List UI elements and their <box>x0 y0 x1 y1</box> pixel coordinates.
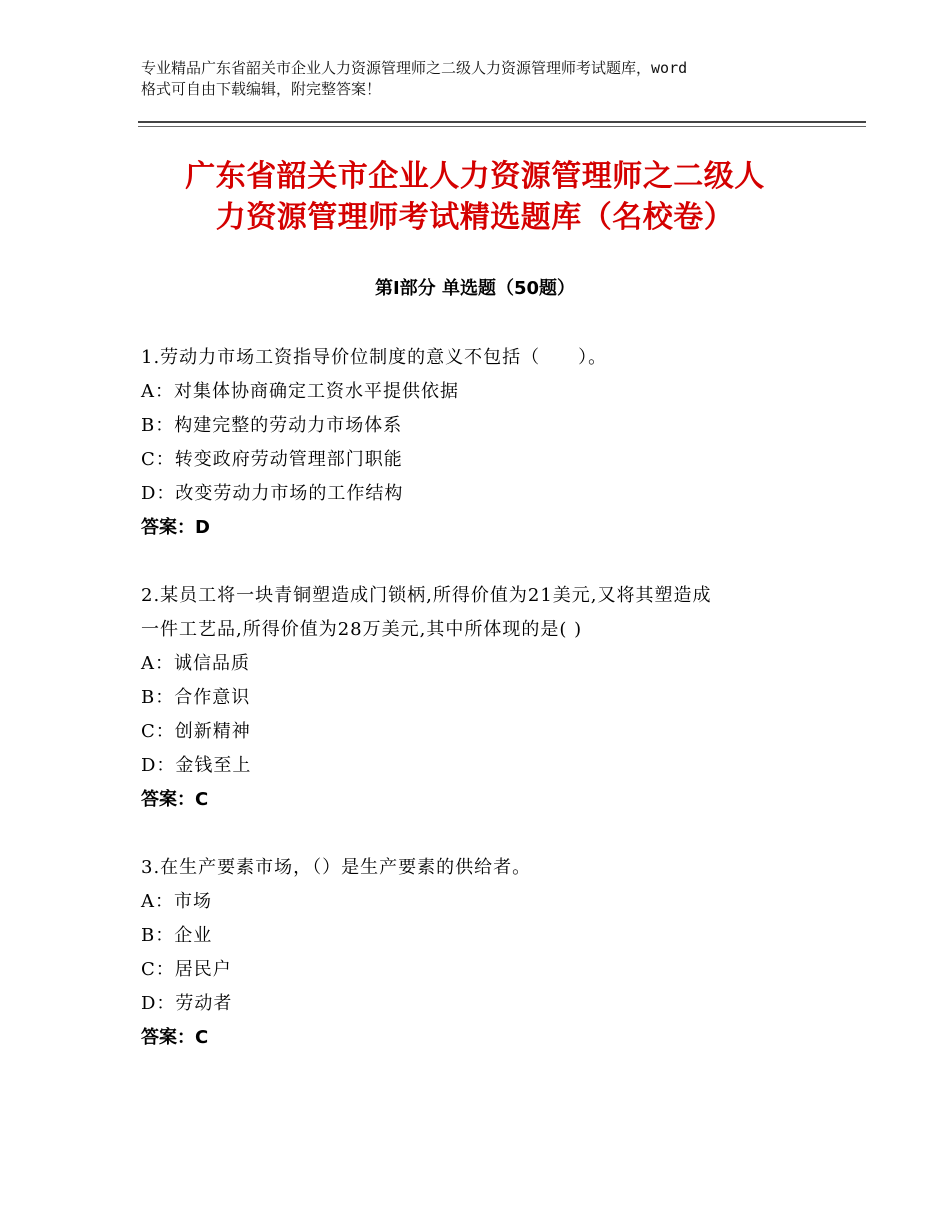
option-c: C：居民户 <box>141 959 232 980</box>
option-b: B：企业 <box>141 925 213 946</box>
answer: 答案：D <box>141 517 210 538</box>
header-divider-thin <box>138 126 866 127</box>
section-heading: 第Ⅰ部分 单选题（50题） <box>374 278 575 299</box>
option-c: C：转变政府劳动管理部门职能 <box>141 449 403 470</box>
option-d: D：劳动者 <box>141 993 233 1014</box>
option-a: A：对集体协商确定工资水平提供依据 <box>141 381 459 402</box>
question-1 <box>141 341 821 545</box>
option-b: B：构建完整的劳动力市场体系 <box>141 415 403 436</box>
question-3 <box>141 851 821 1055</box>
question-text-line-1: 2.某员工将一块青铜塑造成门锁柄,所得价值为21美元,又将其塑造成 <box>141 585 712 606</box>
question-text: 3.在生产要素市场，（）是生产要素的供给者。 <box>141 857 532 878</box>
question-text: 1.劳动力市场工资指导价位制度的意义不包括（ ）。 <box>141 347 608 368</box>
option-a: A：市场 <box>141 891 212 912</box>
question-list <box>141 341 821 1089</box>
option-a: A：诚信品质 <box>141 653 250 674</box>
option-c: C：创新精神 <box>141 721 251 742</box>
header-divider <box>138 121 866 123</box>
document-title-line-1: 广东省韶关市企业人力资源管理师之二级人 <box>185 159 765 194</box>
header-note <box>141 58 831 100</box>
question-text-line-2: 一件工艺品,所得价值为28万美元,其中所体现的是( ) <box>141 619 583 640</box>
header-note-line-1: 专业精品广东省韶关市企业人力资源管理师之二级人力资源管理师考试题库，word <box>141 59 688 77</box>
answer: 答案：C <box>141 789 209 810</box>
document-title <box>130 156 820 238</box>
answer: 答案：C <box>141 1027 209 1048</box>
option-d: D：改变劳动力市场的工作结构 <box>141 483 404 504</box>
option-d: D：金钱至上 <box>141 755 252 776</box>
document-title-line-2: 力资源管理师考试精选题库（名校卷） <box>215 200 735 235</box>
option-b: B：合作意识 <box>141 687 251 708</box>
header-note-line-2: 格式可自由下载编辑，附完整答案！ <box>141 80 382 98</box>
question-2 <box>141 579 821 817</box>
